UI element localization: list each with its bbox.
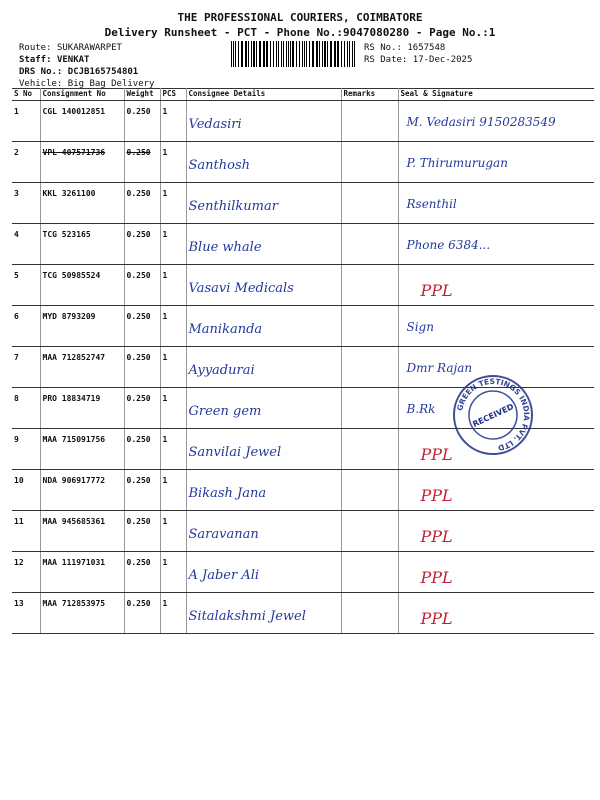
signature-cell xyxy=(398,552,594,593)
consignee-cell xyxy=(186,429,341,470)
consignee-text: Sitalakshmi Jewel xyxy=(188,609,306,624)
signature-cell xyxy=(398,224,594,265)
consignment-text: MAA 712852747 xyxy=(42,353,106,362)
weight-text: 0.250 xyxy=(126,599,151,608)
consignee-text: Saravanan xyxy=(188,527,259,542)
sno-cell xyxy=(12,101,40,142)
weight-text: 0.250 xyxy=(126,189,151,198)
weight-text: 0.250 xyxy=(126,353,151,362)
pcs-cell xyxy=(160,429,186,470)
pcs-text: 1 xyxy=(162,189,168,198)
consignee-cell xyxy=(186,306,341,347)
consignment-cell xyxy=(40,142,124,183)
rs-date-value: 17-Dec-2025 xyxy=(412,55,473,65)
remarks-cell xyxy=(341,347,398,388)
header-consignee: Consignee Details xyxy=(186,89,341,101)
sno-text: 10 xyxy=(14,476,24,485)
barcode-bar xyxy=(349,41,350,67)
header-weight: Weight xyxy=(124,89,160,101)
barcode-bar xyxy=(290,41,291,67)
weight-text: 0.250 xyxy=(126,394,151,403)
pcs-cell xyxy=(160,552,186,593)
consignee-text: A Jaber Ali xyxy=(188,568,260,583)
barcode-bar xyxy=(233,41,234,67)
consignee-text: Green gem xyxy=(188,404,262,419)
weight-cell xyxy=(124,347,160,388)
sno-cell xyxy=(12,552,40,593)
sno-text: 5 xyxy=(14,271,19,280)
staff-label: Staff: xyxy=(19,55,52,65)
pcs-cell xyxy=(160,101,186,142)
consignment-text: MAA 712853975 xyxy=(42,599,106,608)
weight-text: 0.250 xyxy=(126,148,151,157)
pcs-cell xyxy=(160,347,186,388)
remarks-cell xyxy=(341,388,398,429)
barcode-bar xyxy=(288,41,289,67)
table-row xyxy=(12,593,594,634)
weight-cell xyxy=(124,306,160,347)
barcode-bar xyxy=(306,41,307,67)
pcs-cell xyxy=(160,142,186,183)
barcode-bar xyxy=(276,41,277,67)
signature-cell xyxy=(398,593,594,634)
consignment-text: MAA 945685361 xyxy=(42,517,106,526)
consignment-text: MAA 111971031 xyxy=(42,558,106,567)
signature-text: PPL xyxy=(420,281,453,300)
route-label: Route: xyxy=(19,43,52,53)
weight-text: 0.250 xyxy=(126,107,151,116)
barcode-bar xyxy=(304,41,305,67)
pcs-cell xyxy=(160,265,186,306)
consignment-text: KKL 3261100 xyxy=(42,189,96,198)
consignee-text: Manikanda xyxy=(188,322,263,337)
pcs-cell xyxy=(160,470,186,511)
signature-text: Phone 6384... xyxy=(406,238,491,252)
consignee-cell xyxy=(186,552,341,593)
stamp-center-text: RECEIVED xyxy=(471,402,516,429)
barcode xyxy=(231,41,357,67)
signature-cell xyxy=(398,511,594,552)
weight-text: 0.250 xyxy=(126,476,151,485)
pcs-text: 1 xyxy=(162,435,168,444)
barcode-bar xyxy=(278,41,279,67)
barcode-bar xyxy=(238,41,239,67)
barcode-bar xyxy=(319,41,320,67)
rs-no-value: 1657548 xyxy=(407,43,446,53)
consignee-cell xyxy=(186,388,341,429)
barcode-bar xyxy=(256,41,257,67)
barcode-bar xyxy=(281,41,282,67)
signature-text: M. Vedasiri 9150283549 xyxy=(406,115,556,129)
barcode-bar xyxy=(302,41,303,67)
barcode-bar xyxy=(266,41,268,67)
weight-cell xyxy=(124,511,160,552)
weight-cell xyxy=(124,101,160,142)
signature-cell xyxy=(398,142,594,183)
received-stamp xyxy=(452,374,534,456)
barcode-bar xyxy=(299,41,300,67)
signature-text: PPL xyxy=(420,609,453,628)
barcode-bar xyxy=(245,41,247,67)
consignee-cell xyxy=(186,347,341,388)
consignee-cell xyxy=(186,224,341,265)
consignee-text: Ayyadurai xyxy=(188,363,255,378)
pcs-text: 1 xyxy=(162,230,168,239)
sno-text: 8 xyxy=(14,394,19,403)
sno-cell xyxy=(12,265,40,306)
sno-text: 2 xyxy=(14,148,19,157)
weight-cell xyxy=(124,429,160,470)
barcode-bar xyxy=(309,41,310,67)
consignee-text: Sanvilai Jewel xyxy=(188,445,282,460)
remarks-cell xyxy=(341,183,398,224)
pcs-cell xyxy=(160,306,186,347)
drs-label: DRS No.: xyxy=(19,67,63,77)
consignment-cell xyxy=(40,470,124,511)
drs-value: DCJB165754801 xyxy=(67,67,139,77)
pcs-text: 1 xyxy=(162,394,168,403)
barcode-bar xyxy=(273,41,274,67)
signature-text: Rsenthil xyxy=(406,197,457,211)
signature-cell xyxy=(398,265,594,306)
pcs-cell xyxy=(160,593,186,634)
barcode-bar xyxy=(312,41,314,67)
consignment-cell xyxy=(40,593,124,634)
header-consignment: Consignment No xyxy=(40,89,124,101)
signature-text: Dmr Rajan xyxy=(406,361,473,375)
table-row xyxy=(12,142,594,183)
consignment-cell xyxy=(40,511,124,552)
weight-cell xyxy=(124,183,160,224)
weight-cell xyxy=(124,388,160,429)
barcode-bar xyxy=(241,41,243,67)
weight-cell xyxy=(124,265,160,306)
consignment-cell xyxy=(40,306,124,347)
barcode-bar xyxy=(263,41,265,67)
consignment-cell xyxy=(40,224,124,265)
rs-date-label: RS Date: xyxy=(364,55,408,65)
drs-line xyxy=(19,67,138,77)
consignee-cell xyxy=(186,593,341,634)
barcode-bar xyxy=(231,41,232,67)
sno-cell xyxy=(12,142,40,183)
barcode-bar xyxy=(253,41,255,67)
barcode-bar xyxy=(235,41,236,67)
route-value: SUKARAWARPET xyxy=(56,43,122,53)
consignee-text: Blue whale xyxy=(188,240,262,255)
remarks-cell xyxy=(341,429,398,470)
pcs-text: 1 xyxy=(162,148,168,157)
remarks-cell xyxy=(341,306,398,347)
header-remarks: Remarks xyxy=(341,89,398,101)
pcs-text: 1 xyxy=(162,271,168,280)
consignment-text: CGL 140012851 xyxy=(42,107,106,116)
rs-date-line xyxy=(364,55,472,65)
sno-text: 11 xyxy=(14,517,24,526)
consignee-cell xyxy=(186,470,341,511)
weight-cell xyxy=(124,552,160,593)
barcode-bar xyxy=(334,41,336,67)
remarks-cell xyxy=(341,593,398,634)
sno-text: 12 xyxy=(14,558,24,567)
barcode-bar xyxy=(352,41,353,67)
consignee-cell xyxy=(186,265,341,306)
consignment-text: MYD 8793209 xyxy=(42,312,96,321)
weight-text: 0.250 xyxy=(126,271,151,280)
sno-text: 9 xyxy=(14,435,19,444)
consignment-cell xyxy=(40,101,124,142)
barcode-bar xyxy=(322,41,323,67)
signature-text: PPL xyxy=(420,486,453,505)
signature-cell xyxy=(398,183,594,224)
pcs-cell xyxy=(160,388,186,429)
consignment-text: TCG 523165 xyxy=(42,230,91,239)
barcode-bar xyxy=(327,41,328,67)
sno-text: 3 xyxy=(14,189,19,198)
remarks-cell xyxy=(341,470,398,511)
barcode-bar xyxy=(316,41,318,67)
table-row xyxy=(12,224,594,265)
barcode-bar xyxy=(259,41,261,67)
table-header-row xyxy=(12,89,594,101)
consignee-cell xyxy=(186,183,341,224)
pcs-cell xyxy=(160,224,186,265)
staff-value: VENKAT xyxy=(56,55,90,65)
weight-text: 0.250 xyxy=(126,435,151,444)
pcs-text: 1 xyxy=(162,476,168,485)
barcode-bar xyxy=(286,41,287,67)
signature-cell xyxy=(398,306,594,347)
sno-text: 6 xyxy=(14,312,19,321)
weight-cell xyxy=(124,470,160,511)
runsheet-subtitle: Delivery Runsheet - PCT - Phone No.:9047080280 - Page No.:1 xyxy=(104,26,496,39)
table-row xyxy=(12,101,594,142)
barcode-bar xyxy=(270,41,271,67)
table-row xyxy=(12,552,594,593)
company-title: THE PROFESSIONAL COURIERS, COIMBATORE xyxy=(177,11,423,24)
staff-line xyxy=(19,55,89,65)
signature-text: Sign xyxy=(406,320,434,334)
consignee-cell xyxy=(186,511,341,552)
header-sno: S No xyxy=(12,89,40,101)
consignment-cell xyxy=(40,347,124,388)
sno-cell xyxy=(12,224,40,265)
vehicle-value: Big Bag Delivery xyxy=(67,79,155,89)
signature-text: B.Rk xyxy=(406,402,436,416)
sno-cell xyxy=(12,183,40,224)
barcode-bar xyxy=(248,41,249,67)
table-row xyxy=(12,511,594,552)
consignment-text: TCG 50985524 xyxy=(42,271,101,280)
consignee-text: Vedasiri xyxy=(188,117,242,132)
sno-text: 4 xyxy=(14,230,19,239)
header-signature: Seal & Signature xyxy=(398,89,594,101)
consignment-text: VPL 407571736 xyxy=(42,148,106,157)
pcs-cell xyxy=(160,183,186,224)
consignee-text: Santhosh xyxy=(188,158,250,173)
consignee-text: Senthilkumar xyxy=(188,199,278,214)
signature-cell xyxy=(398,101,594,142)
weight-cell xyxy=(124,224,160,265)
table-row xyxy=(12,265,594,306)
remarks-cell xyxy=(341,142,398,183)
weight-text: 0.250 xyxy=(126,230,151,239)
pcs-cell xyxy=(160,511,186,552)
signature-text: P. Thirumurugan xyxy=(406,156,508,170)
table-row xyxy=(12,183,594,224)
signature-text: PPL xyxy=(420,527,453,546)
barcode-bar xyxy=(337,41,339,67)
vehicle-label: Vehicle: xyxy=(19,79,63,89)
sno-text: 1 xyxy=(14,107,19,116)
barcode-bar xyxy=(347,41,348,67)
sno-cell xyxy=(12,388,40,429)
pcs-text: 1 xyxy=(162,599,168,608)
consignee-text: Bikash Jana xyxy=(188,486,267,501)
barcode-bar xyxy=(344,41,345,67)
pcs-text: 1 xyxy=(162,353,168,362)
remarks-cell xyxy=(341,224,398,265)
remarks-cell xyxy=(341,552,398,593)
pcs-text: 1 xyxy=(162,107,168,116)
consignment-cell xyxy=(40,388,124,429)
table-row xyxy=(12,306,594,347)
consignment-text: NDA 906917772 xyxy=(42,476,106,485)
consignment-text: PRO 18834719 xyxy=(42,394,101,403)
barcode-bar xyxy=(324,41,326,67)
sno-text: 7 xyxy=(14,353,19,362)
sno-cell xyxy=(12,429,40,470)
sno-cell xyxy=(12,511,40,552)
pcs-text: 1 xyxy=(162,517,168,526)
weight-text: 0.250 xyxy=(126,312,151,321)
sno-cell xyxy=(12,593,40,634)
barcode-bar xyxy=(354,41,355,67)
consignment-cell xyxy=(40,265,124,306)
barcode-bar xyxy=(330,41,332,67)
signature-text: PPL xyxy=(420,445,453,464)
weight-text: 0.250 xyxy=(126,517,151,526)
barcode-bar xyxy=(251,41,252,67)
barcode-bar xyxy=(283,41,284,67)
weight-cell xyxy=(124,142,160,183)
consignee-cell xyxy=(186,101,341,142)
barcode-bar xyxy=(292,41,294,67)
remarks-cell xyxy=(341,511,398,552)
header-pcs: PCS xyxy=(160,89,186,101)
weight-text: 0.250 xyxy=(126,558,151,567)
consignment-cell xyxy=(40,552,124,593)
stamp-outer-text: GREEN TESTINGS INDIA PVT. LTD xyxy=(455,376,532,453)
rs-no-label: RS No.: xyxy=(364,43,402,53)
table-row xyxy=(12,470,594,511)
consignee-cell xyxy=(186,142,341,183)
weight-cell xyxy=(124,593,160,634)
remarks-cell xyxy=(341,265,398,306)
consignee-text: Vasavi Medicals xyxy=(188,281,294,296)
sno-text: 13 xyxy=(14,599,24,608)
rs-no-line xyxy=(364,43,445,53)
barcode-bar xyxy=(341,41,342,67)
sno-cell xyxy=(12,347,40,388)
remarks-cell xyxy=(341,101,398,142)
sno-cell xyxy=(12,470,40,511)
route-line xyxy=(19,43,122,53)
consignment-cell xyxy=(40,183,124,224)
pcs-text: 1 xyxy=(162,558,168,567)
pcs-text: 1 xyxy=(162,312,168,321)
sno-cell xyxy=(12,306,40,347)
signature-cell xyxy=(398,470,594,511)
barcode-bar xyxy=(296,41,297,67)
signature-text: PPL xyxy=(420,568,453,587)
consignment-cell xyxy=(40,429,124,470)
consignment-text: MAA 715091756 xyxy=(42,435,106,444)
runsheet-table xyxy=(12,88,594,634)
